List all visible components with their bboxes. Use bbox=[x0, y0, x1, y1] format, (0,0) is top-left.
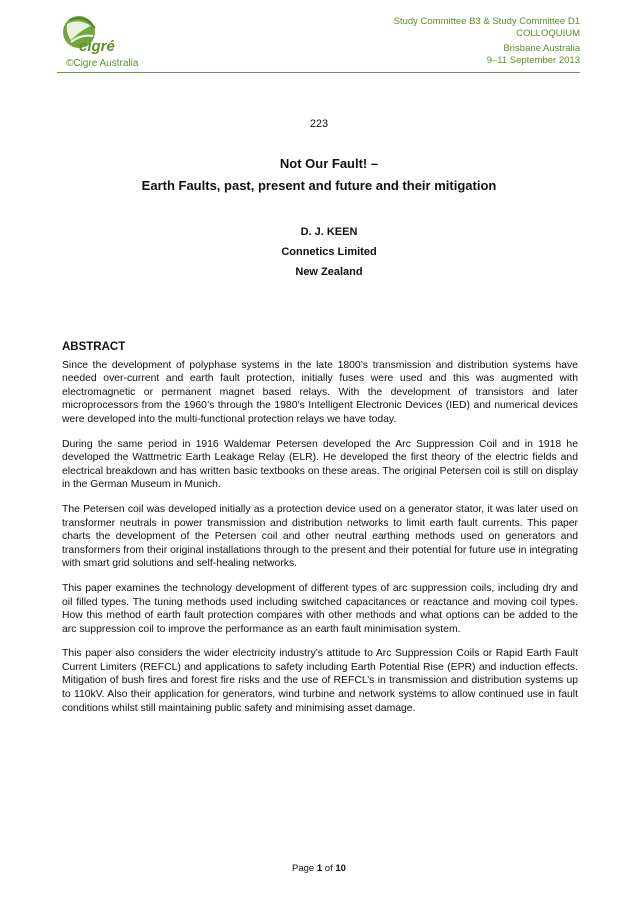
cigre-logo bbox=[57, 10, 137, 58]
event-name: COLLOQUIUM bbox=[516, 28, 580, 39]
event-location: Brisbane Australia bbox=[503, 43, 580, 54]
abstract-heading: ABSTRACT bbox=[62, 341, 126, 353]
event-dates: 9–11 September 2013 bbox=[486, 55, 580, 66]
paper-title-line1: Not Our Fault! – bbox=[279, 156, 379, 171]
committee-name: Study Committee B3 & Study Committee D1 bbox=[393, 16, 580, 27]
abstract-paragraph: During the same period in 1916 Waldemar Petersen developed the Arc Suppression Coil and in 1918 he developed the Wattmetric Earth Leakage Relay (ELR). He developed the first theory of the electric fields and electrical breakdown and has written basic textbooks on these areas. The original Petersen coil is still on display in the German Museum in Munich. bbox=[62, 438, 578, 491]
logo-wordmark: cigré bbox=[79, 38, 115, 55]
author-organisation: Connetics Limited bbox=[281, 246, 377, 258]
abstract-paragraph: The Petersen coil was developed initially as a protection device used on a generator stator, it was later used on transformer neutrals in power transmission and distribution networks to limit earth fault currents. This paper charts the development of the Petersen coil and other neutral earthing methods used on generators and transformers from their original installations through to the present and their potential for future use in integrating with smart grid solutions and self-healing networks. bbox=[62, 503, 578, 570]
author-country: New Zealand bbox=[295, 266, 363, 278]
abstract-paragraph: This paper examines the technology development of different types of arc suppression coils, including dry and oil filled types. The tuning methods used including switched capacitances or reactance and moving coil types. How this method of earth fault protection compares with other methods and what options can be added to the arc suppression coil to improve the performance as an earth fault minimisation system. bbox=[62, 582, 578, 635]
abstract-paragraph: This paper also considers the wider electricity industry’s attitude to Arc Suppression Coils or Rapid Earth Fault Current Limiters (REFCL) and applications to safety including Earth Potential Rise (EPR) and induction effects. Mitigation of bush fires and forest fire risks and the use of REFCL’s in transmission and distribution systems up to 110kV. Also their application for generators, wind turbine and network systems to allow continued use in fault conditions whilst still maintaining public safety and minimising asset damage. bbox=[62, 648, 578, 714]
globe-logo-icon bbox=[57, 10, 137, 58]
abstract-section bbox=[62, 341, 578, 726]
paper-number: 223 bbox=[309, 118, 329, 130]
copyright-label: ©Cigre Australia bbox=[66, 58, 139, 69]
conference-info bbox=[320, 16, 580, 67]
author-name: D. J. KEEN bbox=[300, 226, 358, 238]
page-current: 1 bbox=[316, 863, 323, 874]
paper-title-line2: Earth Faults, past, present and future and their mitigation bbox=[141, 178, 497, 193]
page-label: Page bbox=[292, 863, 315, 874]
of-label: of bbox=[324, 863, 333, 874]
page-total: 10 bbox=[335, 863, 346, 874]
header-divider bbox=[57, 72, 580, 73]
page-footer bbox=[0, 863, 638, 874]
author-block bbox=[0, 222, 638, 282]
abstract-paragraph: Since the development of polyphase systems in the late 1800’s transmission and distribution systems have needed over-current and earth fault protection, initially fuses were used and this was augmented with electromagnetic or permanent magnet based relays. With the development of transistors and later microprocessors from the 1960’s through the 1980’s Intelligent Electronic Devices (IED) and numerical devices were developed into the multi-functional protection relays we have today. bbox=[62, 359, 578, 425]
